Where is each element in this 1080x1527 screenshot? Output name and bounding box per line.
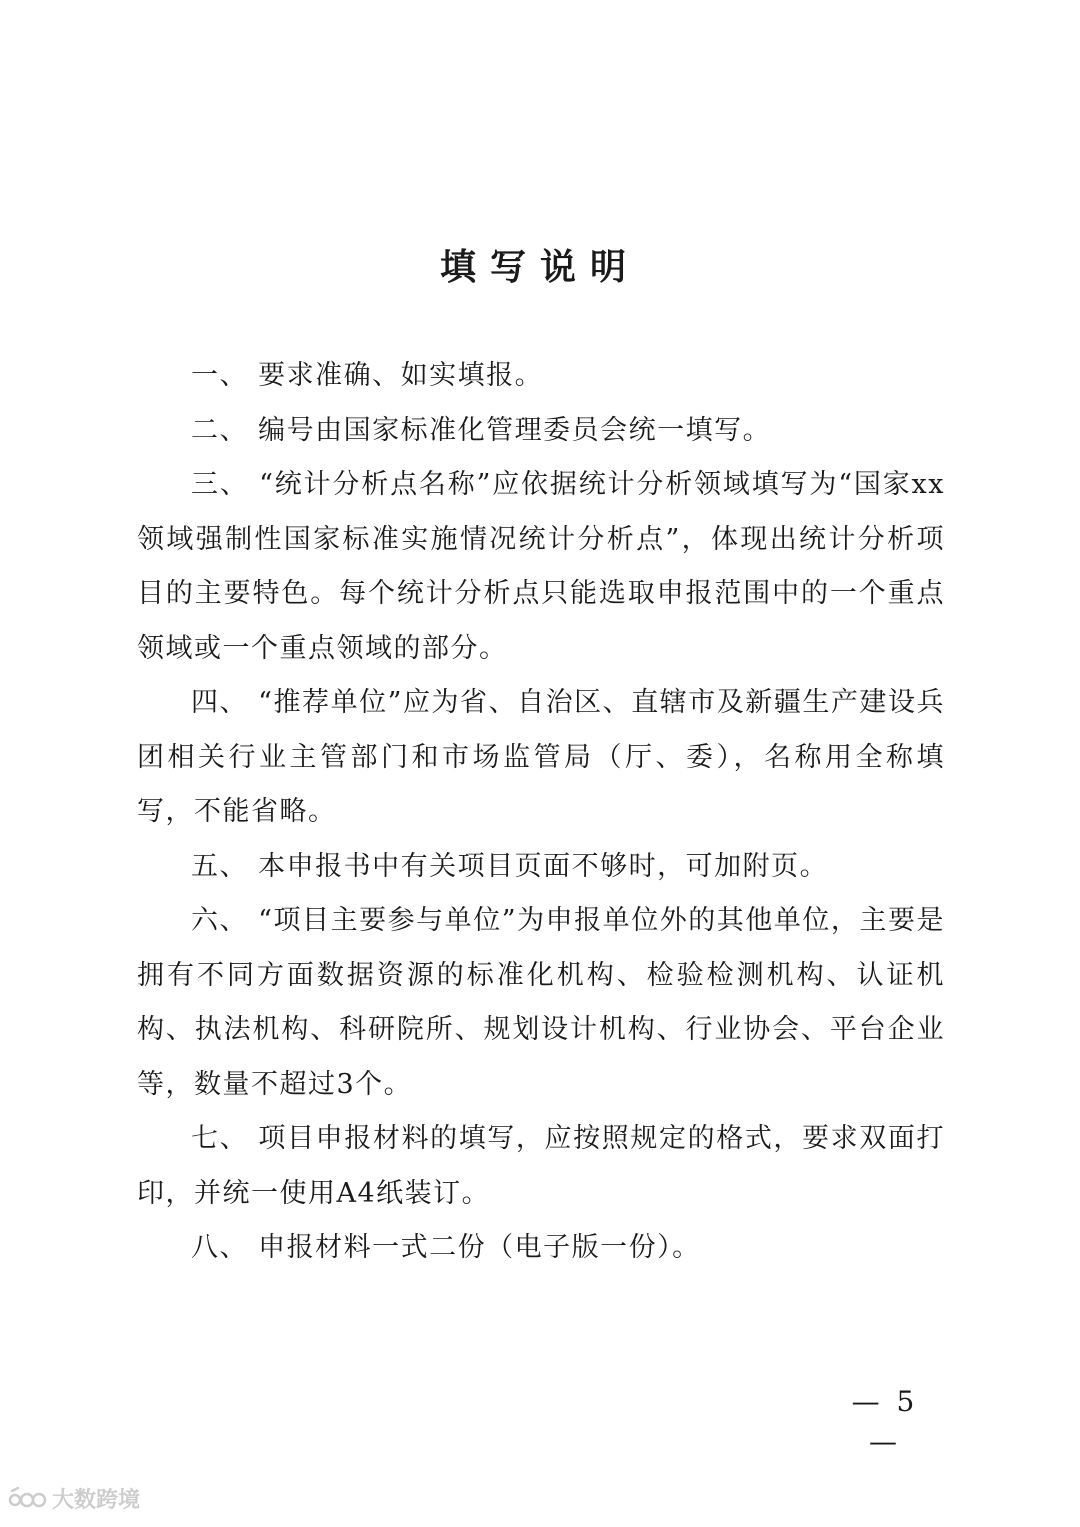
- instruction-paragraph: 七、 项目申报材料的填写，应按照规定的格式，要求双面打印，并统一使用A4纸装订。: [137, 1123, 945, 1209]
- page-number: — 5 —: [851, 1385, 919, 1458]
- instruction-paragraph: 三、 “统计分析点名称”应依据统计分析领域填写为“国家xx领域强制性国家标准实施情况统计分析点”，体现出统计分析项目的主要特色。每个统计分析点只能选取申报范围中的一个重点领域或一个重点领域的部分。: [137, 469, 945, 664]
- instruction-paragraph: 二、 编号由国家标准化管理委员会统一填写。: [191, 414, 772, 446]
- instruction-paragraph: 一、 要求准确、如实填报。: [191, 360, 544, 391]
- instruction-paragraph: 四、 “推荐单位”应为省、自治区、直辖市及新疆生产建设兵团相关行业主管部门和市场监管局（厅、委），名称用全称填写，不能省略。: [137, 687, 945, 827]
- instruction-paragraph: 六、 “项目主要参与单位”为申报单位外的其他单位，主要是拥有不同方面数据资源的标准化机构、检验检测机构、认证机构、执法机构、科研院所、规划设计机构、行业协会、平台企业等，数量不超过3个。: [137, 905, 945, 1100]
- instruction-paragraph: 五、 本申报书中有关项目页面不够时，可加附页。: [191, 850, 829, 882]
- watermark: [8, 1480, 140, 1516]
- watermark-text: 大数跨境: [52, 1487, 141, 1513]
- instructions-body: [137, 349, 945, 1276]
- logo-icon: [8, 1485, 48, 1511]
- page-title: 填写说明: [439, 247, 640, 288]
- instruction-paragraph: 八、 申报材料一式二份（电子版一份）。: [191, 1232, 701, 1263]
